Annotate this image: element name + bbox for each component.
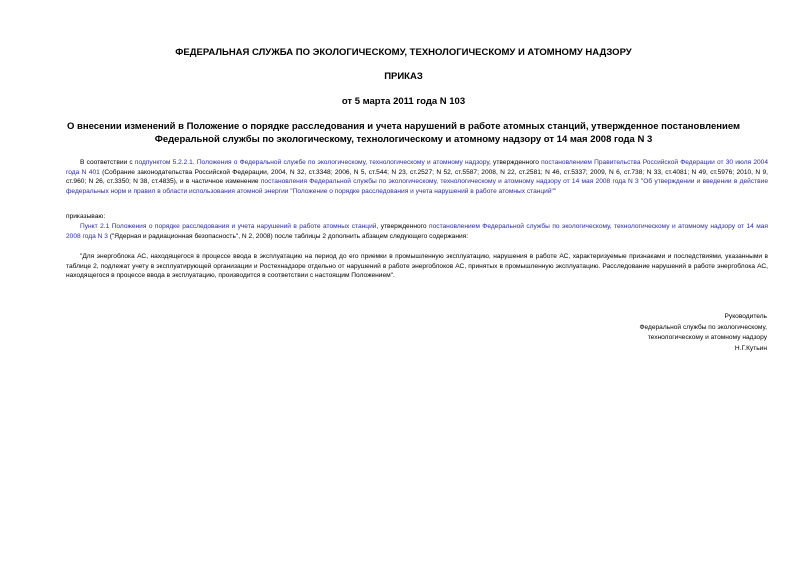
link-government-decree-401[interactable]: постановлением Правительства Российской Федерации от 30 июля 2004 года N 401: [66, 159, 768, 176]
paragraph-order: приказываю:: [66, 213, 106, 220]
document-date-number: от 5 марта 2011 года N 103: [341, 96, 466, 107]
link-decree-rostekhnadzor-3[interactable]: постановления Федеральной службы по экологическому, технологическому и атомному надзору от 14 мая 2008 года N 3 "Об утверждении и введении в действие федеральных норм и правил в области использования атомной энергии "Положение о порядке расследования и учета нарушений в работе атомных станций"": [66, 178, 768, 195]
text: В соответствии с: [80, 159, 135, 166]
agency-name: ФЕДЕРАЛЬНАЯ СЛУЖБА ПО ЭКОЛОГИЧЕСКОМУ, ТЕХНОЛОГИЧЕСКОМУ И АТОМНОМУ НАДЗОРУ: [175, 47, 632, 58]
text: (Собрание законодательства Российской Федерации, 2004, N 32, ст.3348; 2006, N 5, ст.544; N 23, ст.2527; N 52, ст.5587; 2008, N 22, ст.2581; N 46, ст.5337; 2009, N 6, ст.738; N 33, ст.4081; N 49, ст.5976; 2010, N 9, ст.960; N 26, ст.3350; N 38, ст.4835), и в частичное изменение: [66, 168, 768, 186]
text: , утвержденного: [376, 223, 430, 230]
text: "Для энергоблока АС, находящегося в процессе ввода в эксплуатацию на период до его приемки в промышленную эксплуатацию, нарушения в работе АС, характеризуемые признаками и последствиями, указанными в таблице 2, подлежат учету в эксплуатирующей организации и Ростехнадзоре отдельно от нарушений в работе энергоблоков АС, принятых в промышленную эксплуатацию. Расследование нарушений в работе энергоблока АС, находящегося в процессе ввода в эксплуатацию, производится в соответствии с настоящим Положением".: [66, 253, 768, 280]
paragraph-amendment: [66, 222, 768, 241]
signature-block: [639, 312, 767, 354]
text: ("Ядерная и радиационная безопасность", N 2, 2008) после таблицы 2 дополнить абзацем следующего содержания:: [107, 232, 469, 240]
link-point-2-1[interactable]: Пункт 2.1 Положения о порядке расследования и учета нарушений в работе атомных станций: [80, 223, 377, 230]
link-decree-3[interactable]: постановлением Федеральной службы по экологическому, технологическому и атомному надзору от 14 мая 2008 года N 3: [66, 223, 768, 240]
document-title: О внесении изменений в Положение о порядке расследования и учета нарушений в работе атомных станций, утвержденное постановлением Федеральной службы по экологическому, технологическому и атомному надзору от 14 мая 2008 года N 3: [66, 121, 740, 145]
signature-org-2: технологическому и атомному надзору: [647, 334, 767, 341]
paragraph-quote: [66, 252, 768, 281]
signature-org-1: Федеральной службы по экологическому,: [639, 323, 767, 331]
link-subpoint-5-2-2-1[interactable]: подпунктом 5.2.2.1. Положения о Федеральной службе по экологическому, технологическому и атомному надзору: [134, 159, 489, 166]
document-type: ПРИКАЗ: [384, 71, 423, 82]
text: , утвержденного: [489, 159, 542, 166]
signature-title: Руководитель: [724, 313, 767, 320]
paragraph-preamble: [66, 158, 768, 196]
signature-name: Н.Г.Кутьин: [734, 344, 767, 352]
